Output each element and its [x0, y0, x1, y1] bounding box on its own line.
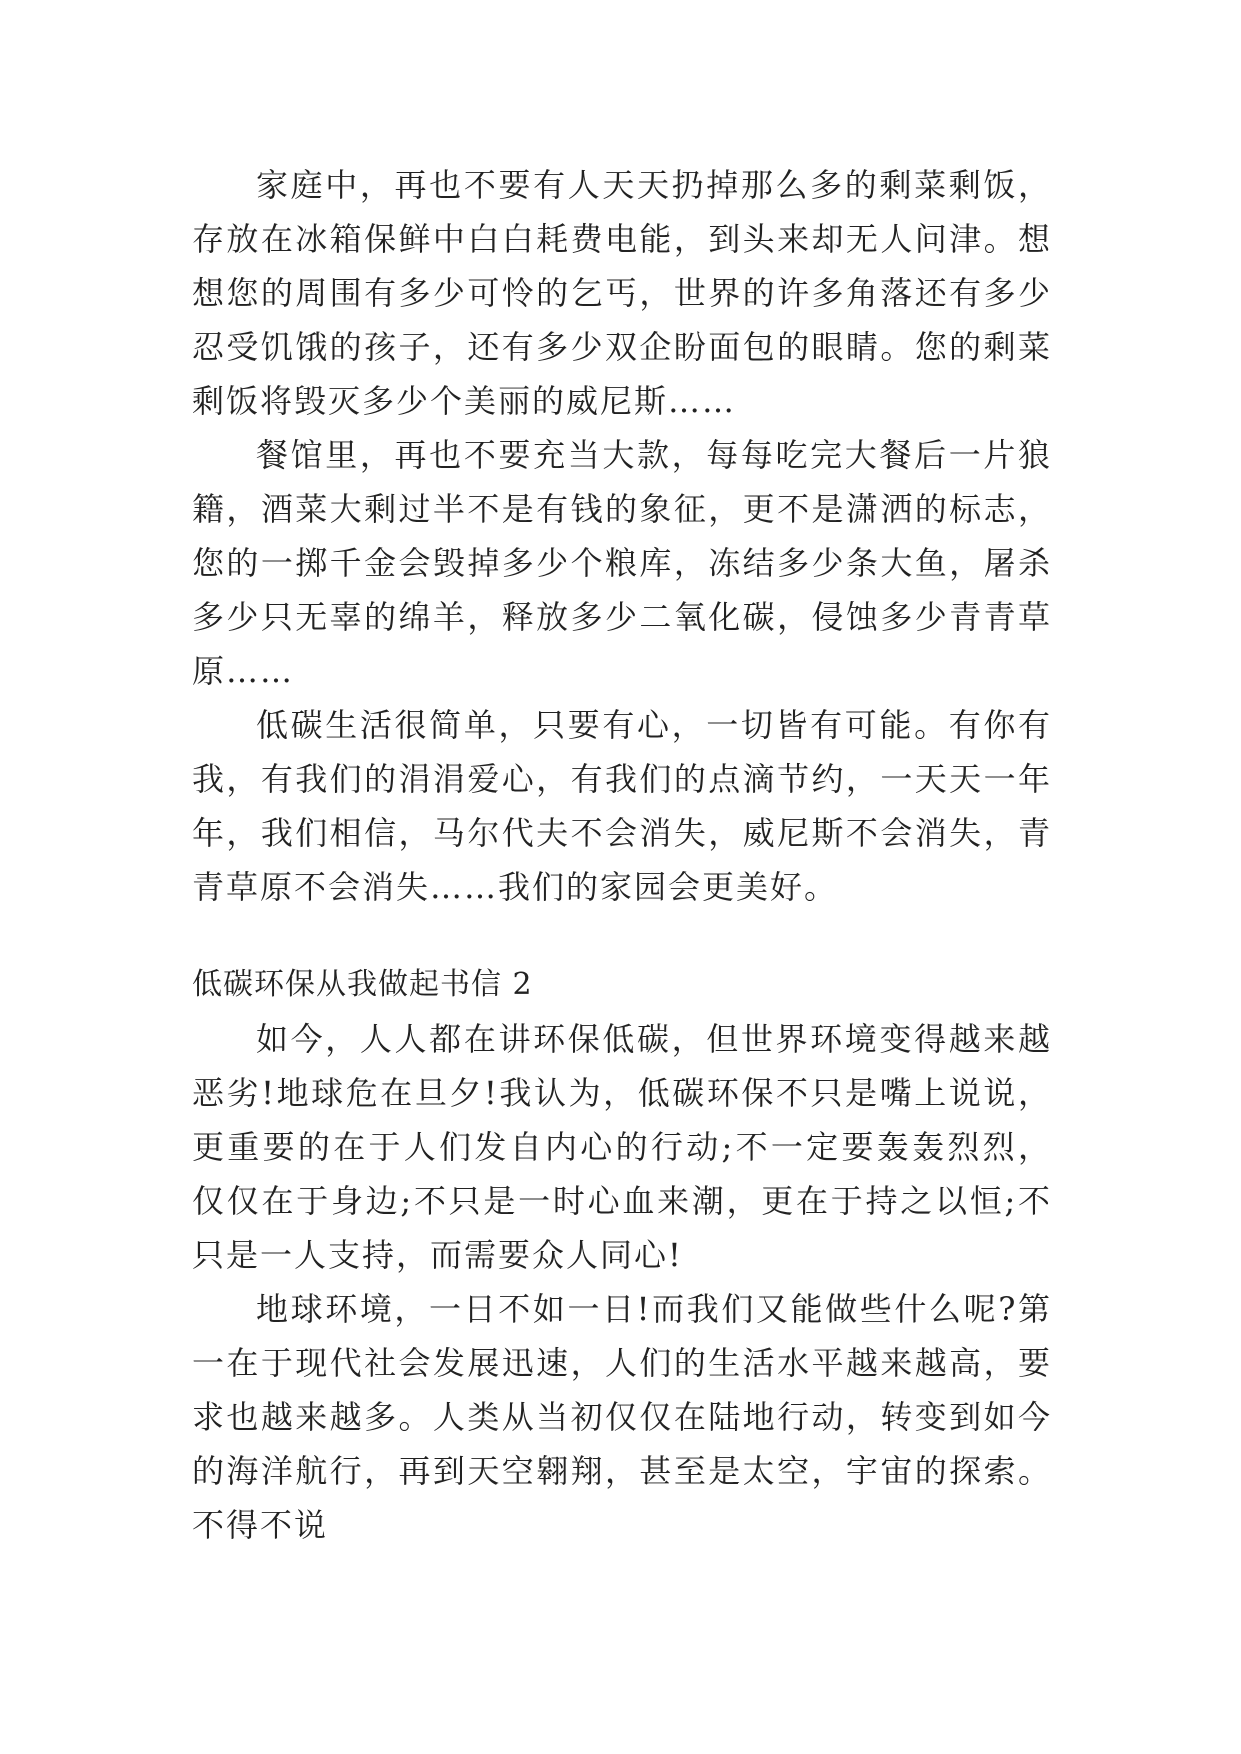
paragraph-household-leftovers: 家庭中，再也不要有人天天扔掉那么多的剩菜剩饭，存放在冰箱保鲜中白白耗费电能，到头来却无人问津。想想您的周围有多少可怜的乞丐，世界的许多角落还有多少忍受饥饿的孩子，还有多少双企盼面包的眼睛。您的剩菜剩饭将毁灭多少个美丽的威尼斯…… — [192, 166, 1052, 420]
paragraph-environment-worsening: 如今，人人都在讲环保低碳，但世界环境变得越来越恶劣!地球危在旦夕!我认为，低碳环保不只是嘴上说说，更重要的在于人们发自内心的行动;不一定要轰轰烈烈，仅仅在于身边;不只是一时心血来潮，更在于持之以恒;不只是一人支持，而需要众人同心! — [192, 1020, 1052, 1274]
paragraph-what-can-we-do: 地球环境，一日不如一日!而我们又能做些什么呢?第一在于现代社会发展迅速，人们的生活水平越来越高，要求也越来越多。人类从当初仅仅在陆地行动，转变到如今的海洋航行，再到天空翱翔，甚至是太空，宇宙的探索。不得不说 — [192, 1290, 1052, 1544]
paragraph-low-carbon-life: 低碳生活很简单，只要有心，一切皆有可能。有你有我，有我们的涓涓爱心，有我们的点滴节约，一天天一年年，我们相信，马尔代夫不会消失，威尼斯不会消失，青青草原不会消失……我们的家园会更美好。 — [192, 706, 1052, 906]
paragraph-restaurant-waste: 餐馆里，再也不要充当大款，每每吃完大餐后一片狼籍，酒菜大剩过半不是有钱的象征，更不是潇洒的标志，您的一掷千金会毁掉多少个粮库，冻结多少条大鱼，屠杀多少只无辜的绵羊，释放多少二氧化碳，侵蚀多少青青草原…… — [192, 436, 1052, 690]
section-title: 低碳环保从我做起书信 2 — [192, 967, 533, 1002]
document-body — [192, 158, 1052, 1552]
